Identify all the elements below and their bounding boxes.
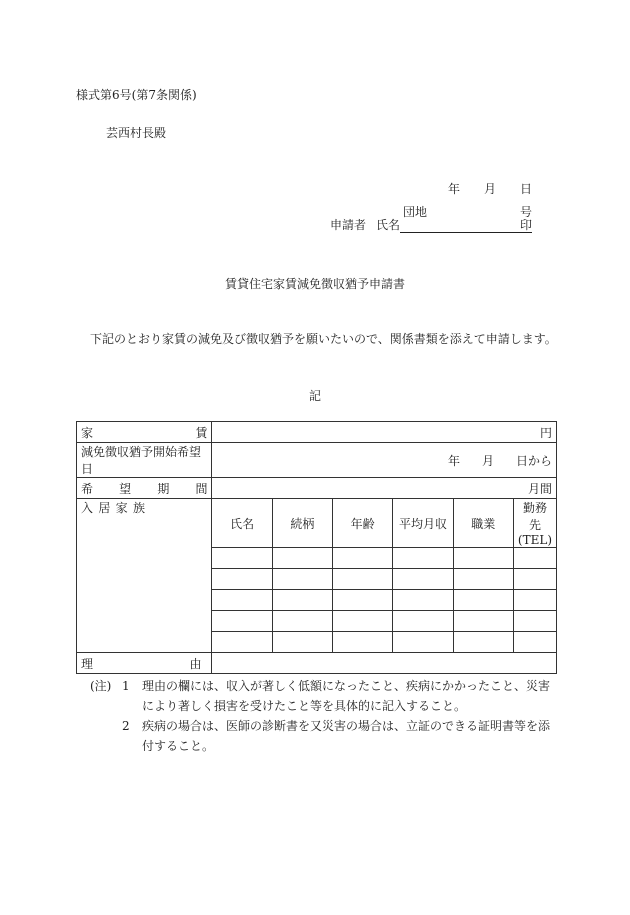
col-income: 平均月収: [393, 499, 453, 548]
note-item: [90, 676, 558, 716]
col-age: 年齢: [333, 499, 393, 548]
col-workplace: 勤務先(TEL): [513, 499, 556, 548]
family-label: 入 居 家 族: [77, 499, 212, 653]
year-label: 年: [448, 182, 461, 196]
family-cell[interactable]: [333, 548, 393, 569]
family-cell[interactable]: [333, 611, 393, 632]
family-cell[interactable]: [272, 632, 332, 653]
family-cell[interactable]: [212, 548, 272, 569]
note-number: 1: [122, 679, 130, 693]
application-table: [76, 421, 557, 674]
month-label: 月: [484, 182, 497, 196]
family-cell[interactable]: [393, 569, 453, 590]
family-cell[interactable]: [393, 611, 453, 632]
note-text: 理由の欄には、収入が著しく低額になったこと、疾病にかかったこと、災害により著しく損害を受けたこと等を具体的に記入すること。: [142, 679, 551, 713]
family-cell[interactable]: [453, 611, 513, 632]
family-cell[interactable]: [333, 632, 393, 653]
document-title: 賃貸住宅家賃減免徴収猶予申請書: [224, 277, 405, 291]
family-cell[interactable]: [513, 590, 556, 611]
family-cell[interactable]: [333, 569, 393, 590]
family-cell[interactable]: [453, 632, 513, 653]
seal-label: 印: [520, 218, 533, 232]
reason-row: [77, 653, 557, 674]
notes-prefix: (注): [90, 679, 112, 693]
family-cell[interactable]: [272, 590, 332, 611]
col-relation: 続柄: [272, 499, 332, 548]
period-field[interactable]: 月間: [212, 478, 557, 499]
period-row: [77, 478, 557, 499]
rent-field[interactable]: 円: [212, 422, 557, 443]
family-cell[interactable]: [272, 611, 332, 632]
note-item: [90, 716, 558, 756]
rent-label: 家 賃: [77, 422, 212, 443]
period-label: 希 望 期 間: [77, 478, 212, 499]
applicant-line: [330, 216, 532, 233]
recipient: 芸西村長殿: [106, 126, 167, 140]
note-text: 疾病の場合は、医師の診断書を又災害の場合は、立証のできる証明書等を添付すること。: [142, 719, 551, 753]
family-cell[interactable]: [212, 569, 272, 590]
family-cell[interactable]: [513, 569, 556, 590]
intro-text: 下記のとおり家賃の減免及び徴収猶予を願いたいので、関係書類を添えて申請します。: [90, 332, 557, 346]
family-cell[interactable]: [513, 548, 556, 569]
family-cell[interactable]: [272, 548, 332, 569]
start-date-label: 減免徴収猶予開始希望日: [77, 443, 212, 478]
col-name: 氏名: [212, 499, 272, 548]
family-header-row: [77, 499, 557, 548]
go-label: 号: [520, 205, 533, 219]
family-cell[interactable]: [212, 632, 272, 653]
day-label: 日: [520, 182, 533, 196]
family-cell[interactable]: [272, 569, 332, 590]
family-cell[interactable]: [393, 632, 453, 653]
start-day: 日から: [515, 453, 552, 468]
form-number: 様式第6号(第7条関係): [76, 88, 197, 102]
family-cell[interactable]: [333, 590, 393, 611]
ki-heading: 記: [308, 389, 321, 403]
start-date-field[interactable]: [212, 443, 557, 478]
applicant-label: 申請者: [330, 218, 367, 232]
rent-row: [77, 422, 557, 443]
danchi-label: 団地: [403, 205, 428, 219]
family-cell[interactable]: [453, 590, 513, 611]
start-year: 年: [447, 453, 460, 468]
family-cell[interactable]: [393, 548, 453, 569]
reason-field[interactable]: [212, 653, 557, 674]
start-date-row: [77, 443, 557, 478]
family-cell[interactable]: [513, 632, 556, 653]
notes: [90, 676, 558, 756]
reason-label: 理 由: [77, 653, 212, 674]
family-cell[interactable]: [212, 611, 272, 632]
note-number: 2: [122, 719, 130, 733]
family-cell[interactable]: [453, 569, 513, 590]
family-cell[interactable]: [393, 590, 453, 611]
col-occupation: 職業: [453, 499, 513, 548]
family-cell[interactable]: [212, 590, 272, 611]
start-month: 月: [481, 453, 494, 468]
name-label: 氏名: [376, 218, 401, 232]
name-field[interactable]: [400, 218, 520, 233]
family-cell[interactable]: [513, 611, 556, 632]
family-cell[interactable]: [453, 548, 513, 569]
